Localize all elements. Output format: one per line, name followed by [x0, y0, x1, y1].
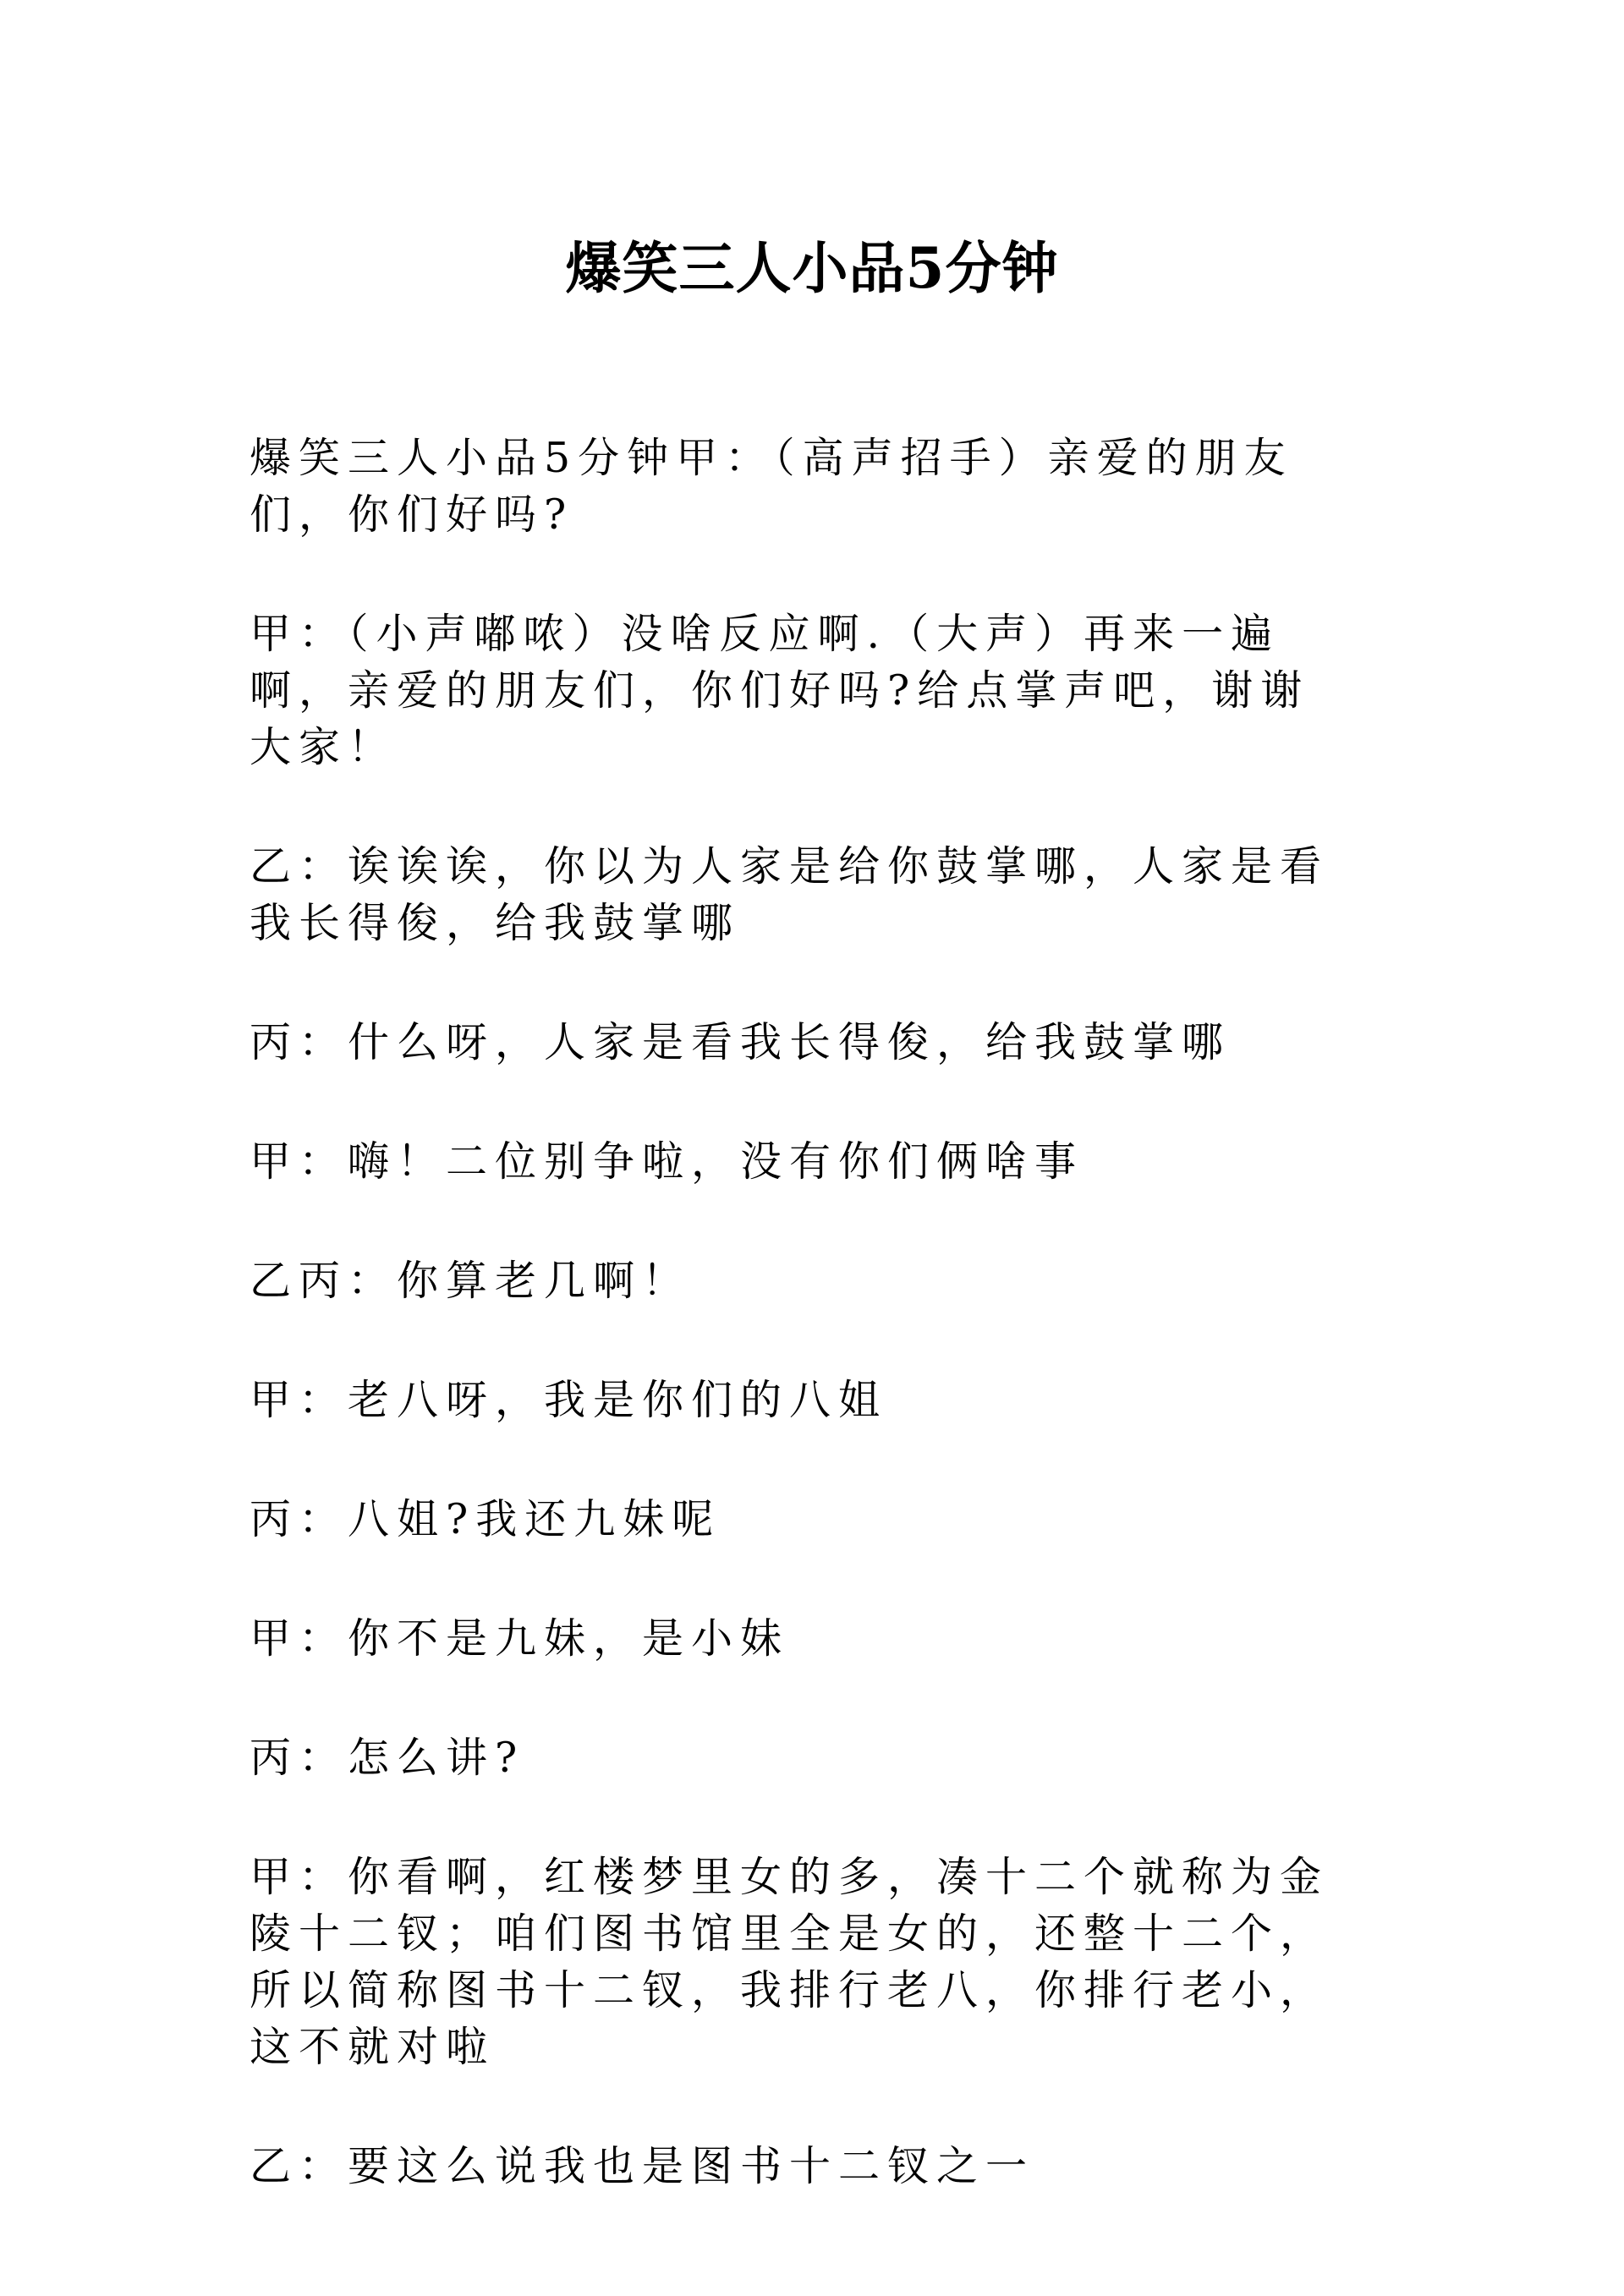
- document-title: 爆笑三人小品5分钟: [565, 235, 1059, 301]
- paragraph: 甲：你看啊，红楼梦里女的多，凑十二个就称为金陵十二钗；咱们图书馆里全是女的，还整十二个，所以简称图书十二钗，我排行老八，你排行老小，这不就对啦: [250, 1853, 1330, 2071]
- paragraph: 乙丙：你算老几啊！: [250, 1257, 692, 1305]
- paragraph: 丙：怎么讲?: [250, 1734, 525, 1782]
- document-body: [250, 430, 1349, 2257]
- paragraph: 甲：老八呀，我是你们的八姐: [250, 1376, 888, 1424]
- paragraph: 乙：诶诶诶，你以为人家是给你鼓掌哪，人家是看我长得俊，给我鼓掌哪: [250, 842, 1330, 947]
- paragraph: 爆笑三人小品5分钟甲：（高声招手）亲爱的朋友们，你们好吗?: [250, 434, 1293, 539]
- paragraph: 丙：八姐?我还九妹呢: [250, 1495, 721, 1543]
- paragraph: 甲：你不是九妹，是小妹: [250, 1614, 790, 1663]
- paragraph: 甲：嗨！二位别争啦，没有你们俩啥事: [250, 1137, 1084, 1186]
- paragraph: 甲：（小声嘟哝）没啥反应啊.（大声）再来一遍啊，亲爱的朋友们，你们好吗?给点掌声吧，谢谢大家！: [250, 610, 1310, 771]
- paragraph: 乙：要这么说我也是图书十二钗之一: [250, 2142, 1035, 2190]
- paragraph: 丙：什么呀，人家是看我长得俊，给我鼓掌哪: [250, 1018, 1232, 1066]
